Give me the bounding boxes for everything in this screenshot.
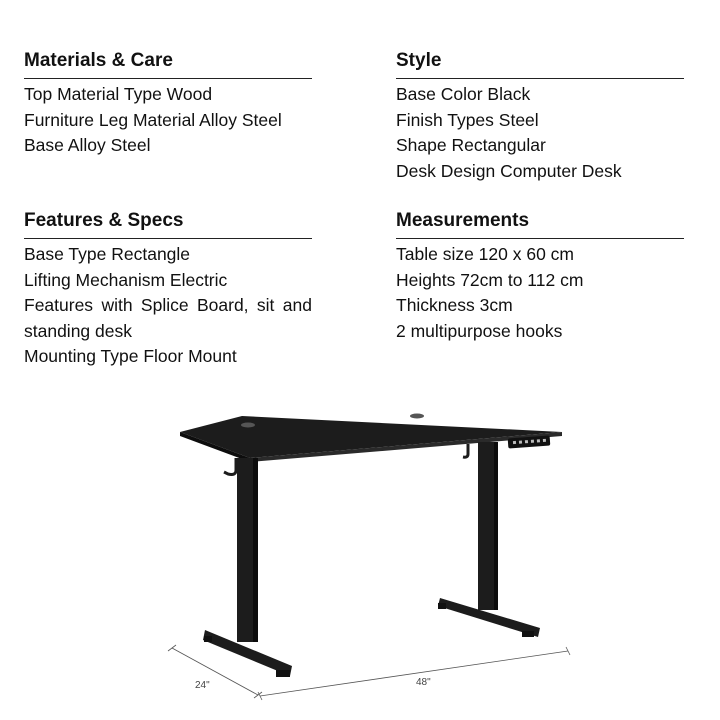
spec-line: Base Type Rectangle xyxy=(24,244,191,264)
measurements-list xyxy=(396,242,684,344)
spec-line: Furniture Leg Material Alloy Steel xyxy=(24,109,282,130)
materials-care-heading: Materials & Care xyxy=(24,50,312,79)
spec-line: Shape Rectangular xyxy=(396,135,546,155)
spec-line: Table size 120 x 60 cm xyxy=(396,244,575,264)
style-section xyxy=(396,50,684,184)
measurements-heading: Measurements xyxy=(396,210,684,239)
spec-line: Heights 72cm to 112 cm xyxy=(396,269,584,290)
spec-line: Top Material Type Wood xyxy=(24,84,213,104)
style-list xyxy=(396,82,684,184)
hook xyxy=(463,444,468,457)
dimension-lines xyxy=(168,645,570,700)
spec-line: Base Color Black xyxy=(396,84,531,104)
spec-line: Thickness 3cm xyxy=(396,295,513,315)
spec-line: Base Alloy Steel xyxy=(24,135,151,155)
standing-desk-illustration xyxy=(160,405,590,705)
measurements-section xyxy=(396,210,684,344)
cable-grommet xyxy=(241,423,255,428)
spec-line: Desk Design Computer Desk xyxy=(396,160,622,181)
spec-line: 2 multipurpose hooks xyxy=(396,320,563,341)
materials-care-section xyxy=(24,50,312,159)
features-specs-heading: Features & Specs xyxy=(24,210,312,239)
hook xyxy=(224,458,236,475)
depth-dimension-label: 24" xyxy=(195,680,210,691)
spec-line: Features with Splice Board, sit and standing desk xyxy=(24,295,312,341)
style-heading: Style xyxy=(396,50,684,79)
materials-care-list xyxy=(24,82,312,159)
width-dimension-label: 48" xyxy=(416,677,431,688)
cable-grommet xyxy=(410,414,424,419)
spec-line: Lifting Mechanism Electric xyxy=(24,269,228,290)
features-specs-section xyxy=(24,210,312,370)
spec-line: Mounting Type Floor Mount xyxy=(24,346,237,366)
features-specs-list xyxy=(24,242,312,370)
spec-line: Finish Types Steel xyxy=(396,109,539,130)
